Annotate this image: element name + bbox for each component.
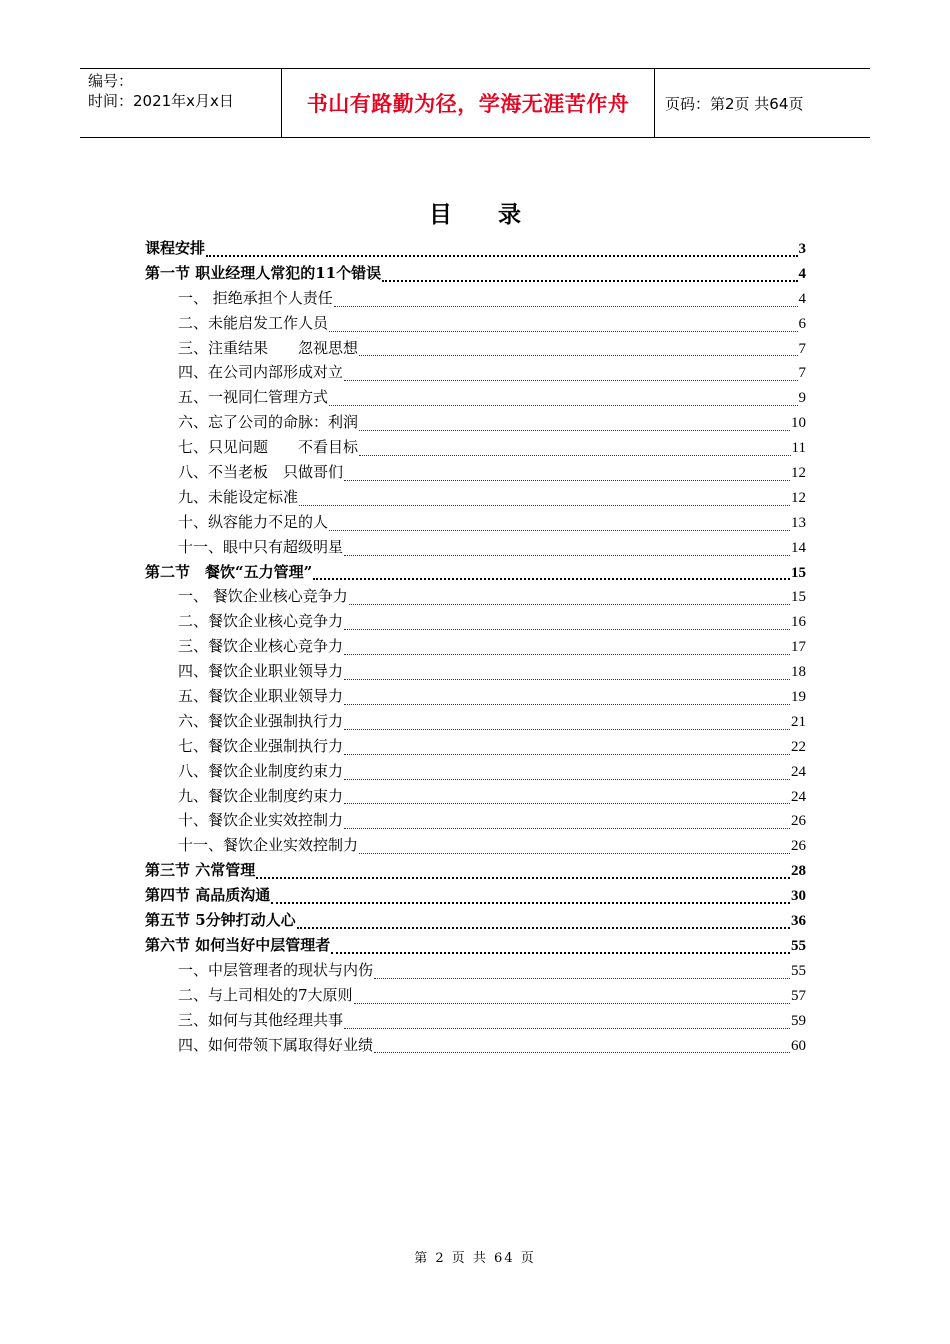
toc-subsection-entry[interactable] [145, 609, 806, 634]
toc-entry-page-number: 19 [791, 689, 806, 706]
toc-entry-page-number: 57 [791, 987, 806, 1004]
toc-entry-page-number: 10 [791, 415, 806, 432]
toc-leader-dots [344, 654, 790, 655]
toc-entry-label: 四、如何带领下属取得好业绩 [178, 1035, 374, 1054]
toc-subsection-entry[interactable] [145, 336, 806, 361]
toc-section-entry[interactable] [145, 560, 806, 585]
toc-entry-label: 七、只见问题 不看目标 [178, 438, 359, 457]
toc-entry-label: 十一、餐饮企业实效控制力 [178, 836, 359, 855]
page-header [80, 68, 870, 138]
toc-entry-page-number: 4 [798, 290, 806, 307]
toc-entry-page-number: 60 [791, 1037, 806, 1054]
toc-subsection-entry[interactable] [145, 286, 806, 311]
toc-entry-label: 十一、眼中只有超级明星 [178, 537, 344, 556]
document-date: 时间：2021年x月x日 [88, 92, 234, 110]
toc-leader-dots [299, 505, 790, 506]
toc-subsection-entry[interactable] [145, 460, 806, 485]
toc-entry-page-number: 59 [791, 1012, 806, 1029]
toc-leader-dots [313, 578, 790, 580]
toc-leader-dots [359, 455, 791, 456]
table-of-contents [145, 236, 806, 1057]
toc-entry-page-number: 21 [791, 713, 806, 730]
toc-leader-dots [344, 729, 790, 730]
toc-entry-label: 二、餐饮企业核心竞争力 [178, 612, 344, 631]
toc-subsection-entry[interactable] [145, 311, 806, 336]
toc-entry-label: 三、餐饮企业核心竞争力 [178, 637, 344, 656]
toc-entry-label: 一、中层管理者的现状与内伤 [178, 960, 374, 979]
toc-leader-dots [344, 555, 790, 556]
toc-subsection-entry[interactable] [145, 584, 806, 609]
toc-entry-page-number: 4 [798, 265, 806, 282]
toc-leader-dots [206, 255, 797, 257]
toc-entry-page-number: 55 [791, 937, 806, 954]
toc-leader-dots [349, 604, 790, 605]
toc-entry-label: 一、 拒绝承担个人责任 [178, 288, 333, 307]
toc-entry-label: 三、如何与其他经理共事 [178, 1010, 344, 1029]
toc-section-entry[interactable] [145, 261, 806, 286]
toc-leader-dots [344, 828, 790, 829]
toc-entry-label: 二、与上司相处的7大原则 [178, 985, 353, 1004]
toc-entry-label: 课程安排 [145, 239, 206, 257]
toc-entry-page-number: 30 [791, 888, 806, 905]
toc-subsection-entry[interactable] [145, 535, 806, 560]
toc-leader-dots [344, 779, 790, 780]
toc-entry-label: 七、餐饮企业强制执行力 [178, 736, 344, 755]
toc-entry-page-number: 22 [791, 738, 806, 755]
toc-entry-label: 八、餐饮企业制度约束力 [178, 761, 344, 780]
header-page-info: 页码：第2页 共64页 [665, 94, 804, 113]
toc-subsection-entry[interactable] [145, 1008, 806, 1033]
toc-subsection-entry[interactable] [145, 784, 806, 809]
toc-entry-label: 第六节 如何当好中层管理者 [145, 935, 331, 954]
toc-entry-label: 二、未能启发工作人员 [178, 313, 329, 332]
toc-leader-dots [344, 704, 790, 705]
toc-subsection-entry[interactable] [145, 833, 806, 858]
toc-subsection-entry[interactable] [145, 808, 806, 833]
toc-subsection-entry[interactable] [145, 734, 806, 759]
toc-entry-page-number: 15 [791, 589, 806, 606]
toc-entry-label: 第五节 5分钟打动人心 [145, 911, 296, 930]
toc-title-text: 目 录 [429, 201, 521, 228]
toc-title [0, 196, 950, 229]
toc-leader-dots [271, 902, 790, 904]
toc-entry-page-number: 11 [791, 440, 806, 457]
toc-leader-dots [297, 927, 790, 929]
toc-leader-dots [359, 355, 797, 356]
header-motto: 书山有路勤为径，学海无涯苦作舟 [282, 69, 655, 137]
header-meta [80, 69, 282, 137]
toc-subsection-entry[interactable] [145, 759, 806, 784]
toc-entry-page-number: 12 [791, 465, 806, 482]
toc-section-entry[interactable] [145, 858, 806, 883]
toc-entry-page-number: 18 [791, 664, 806, 681]
toc-entry-page-number: 3 [798, 241, 806, 257]
toc-subsection-entry[interactable] [145, 510, 806, 535]
page-footer: 第 2 页 共 64 页 [414, 1251, 536, 1266]
toc-leader-dots [329, 530, 790, 531]
toc-subsection-entry[interactable] [145, 684, 806, 709]
toc-entry-page-number: 12 [791, 489, 806, 506]
toc-subsection-entry[interactable] [145, 435, 806, 460]
toc-subsection-entry[interactable] [145, 958, 806, 983]
toc-subsection-entry[interactable] [145, 385, 806, 410]
toc-entry-label: 五、一视同仁管理方式 [178, 388, 329, 407]
toc-leader-dots [374, 978, 790, 979]
toc-entry-page-number: 26 [791, 813, 806, 830]
toc-leader-dots [344, 803, 790, 804]
toc-leader-dots [331, 952, 790, 954]
toc-entry-label: 四、在公司内部形成对立 [178, 363, 344, 382]
toc-leader-dots [354, 1003, 790, 1004]
toc-section-entry[interactable] [145, 883, 806, 908]
toc-section-entry[interactable] [145, 933, 806, 958]
toc-leader-dots [382, 280, 797, 282]
toc-leader-dots [329, 331, 797, 332]
toc-entry-page-number: 26 [791, 838, 806, 855]
toc-section-entry[interactable] [145, 908, 806, 933]
toc-entry-page-number: 14 [791, 539, 806, 556]
toc-leader-dots [344, 679, 790, 680]
toc-entry-page-number: 17 [791, 639, 806, 656]
document-number-label: 编号： [88, 72, 134, 90]
toc-entry-label: 十、餐饮企业实效控制力 [178, 811, 344, 830]
toc-entry-label: 第四节 高品质沟通 [145, 886, 271, 905]
toc-leader-dots [329, 405, 797, 406]
toc-subsection-entry[interactable] [145, 659, 806, 684]
toc-entry-page-number: 28 [791, 863, 806, 880]
toc-section-entry[interactable] [145, 236, 806, 261]
toc-entry-page-number: 7 [798, 340, 806, 357]
toc-leader-dots [374, 1052, 790, 1053]
toc-entry-label: 六、忘了公司的命脉：利润 [178, 413, 359, 432]
toc-entry-label: 九、餐饮企业制度约束力 [178, 786, 344, 805]
toc-entry-label: 第三节 六常管理 [145, 861, 256, 880]
toc-entry-label: 八、不当老板 只做哥们 [178, 463, 344, 482]
toc-leader-dots [344, 629, 790, 630]
toc-entry-page-number: 7 [798, 365, 806, 382]
toc-subsection-entry[interactable] [145, 410, 806, 435]
toc-entry-label: 九、未能设定标准 [178, 487, 299, 506]
toc-entry-label: 十、纵容能力不足的人 [178, 512, 329, 531]
toc-leader-dots [344, 1028, 790, 1029]
toc-leader-dots [256, 877, 790, 879]
toc-subsection-entry[interactable] [145, 360, 806, 385]
toc-entry-page-number: 55 [791, 962, 806, 979]
toc-entry-page-number: 36 [791, 913, 806, 930]
toc-leader-dots [344, 754, 790, 755]
toc-leader-dots [359, 430, 790, 431]
toc-entry-label: 一、 餐饮企业核心竞争力 [178, 587, 348, 606]
toc-subsection-entry[interactable] [145, 634, 806, 659]
toc-entry-page-number: 16 [791, 614, 806, 631]
toc-leader-dots [344, 480, 790, 481]
toc-entry-label: 六、餐饮企业强制执行力 [178, 711, 344, 730]
toc-subsection-entry[interactable] [145, 983, 806, 1008]
toc-entry-page-number: 15 [791, 564, 806, 581]
toc-entry-page-number: 6 [798, 315, 806, 332]
toc-subsection-entry[interactable] [145, 1033, 806, 1058]
toc-entry-label: 四、餐饮企业职业领导力 [178, 662, 344, 681]
toc-entry-page-number: 13 [791, 514, 806, 531]
toc-subsection-entry[interactable] [145, 709, 806, 734]
toc-entry-page-number: 24 [791, 788, 806, 805]
toc-entry-label: 第一节 职业经理人常犯的11个错误 [145, 263, 382, 282]
toc-subsection-entry[interactable] [145, 485, 806, 510]
toc-entry-page-number: 24 [791, 763, 806, 780]
toc-entry-label: 三、注重结果 忽视思想 [178, 338, 359, 357]
toc-leader-dots [359, 853, 790, 854]
toc-leader-dots [334, 306, 798, 307]
toc-entry-label: 五、餐饮企业职业领导力 [178, 687, 344, 706]
toc-leader-dots [344, 380, 797, 381]
toc-entry-label: 第二节 餐饮“五力管理” [145, 562, 313, 581]
toc-entry-page-number: 9 [798, 390, 806, 407]
